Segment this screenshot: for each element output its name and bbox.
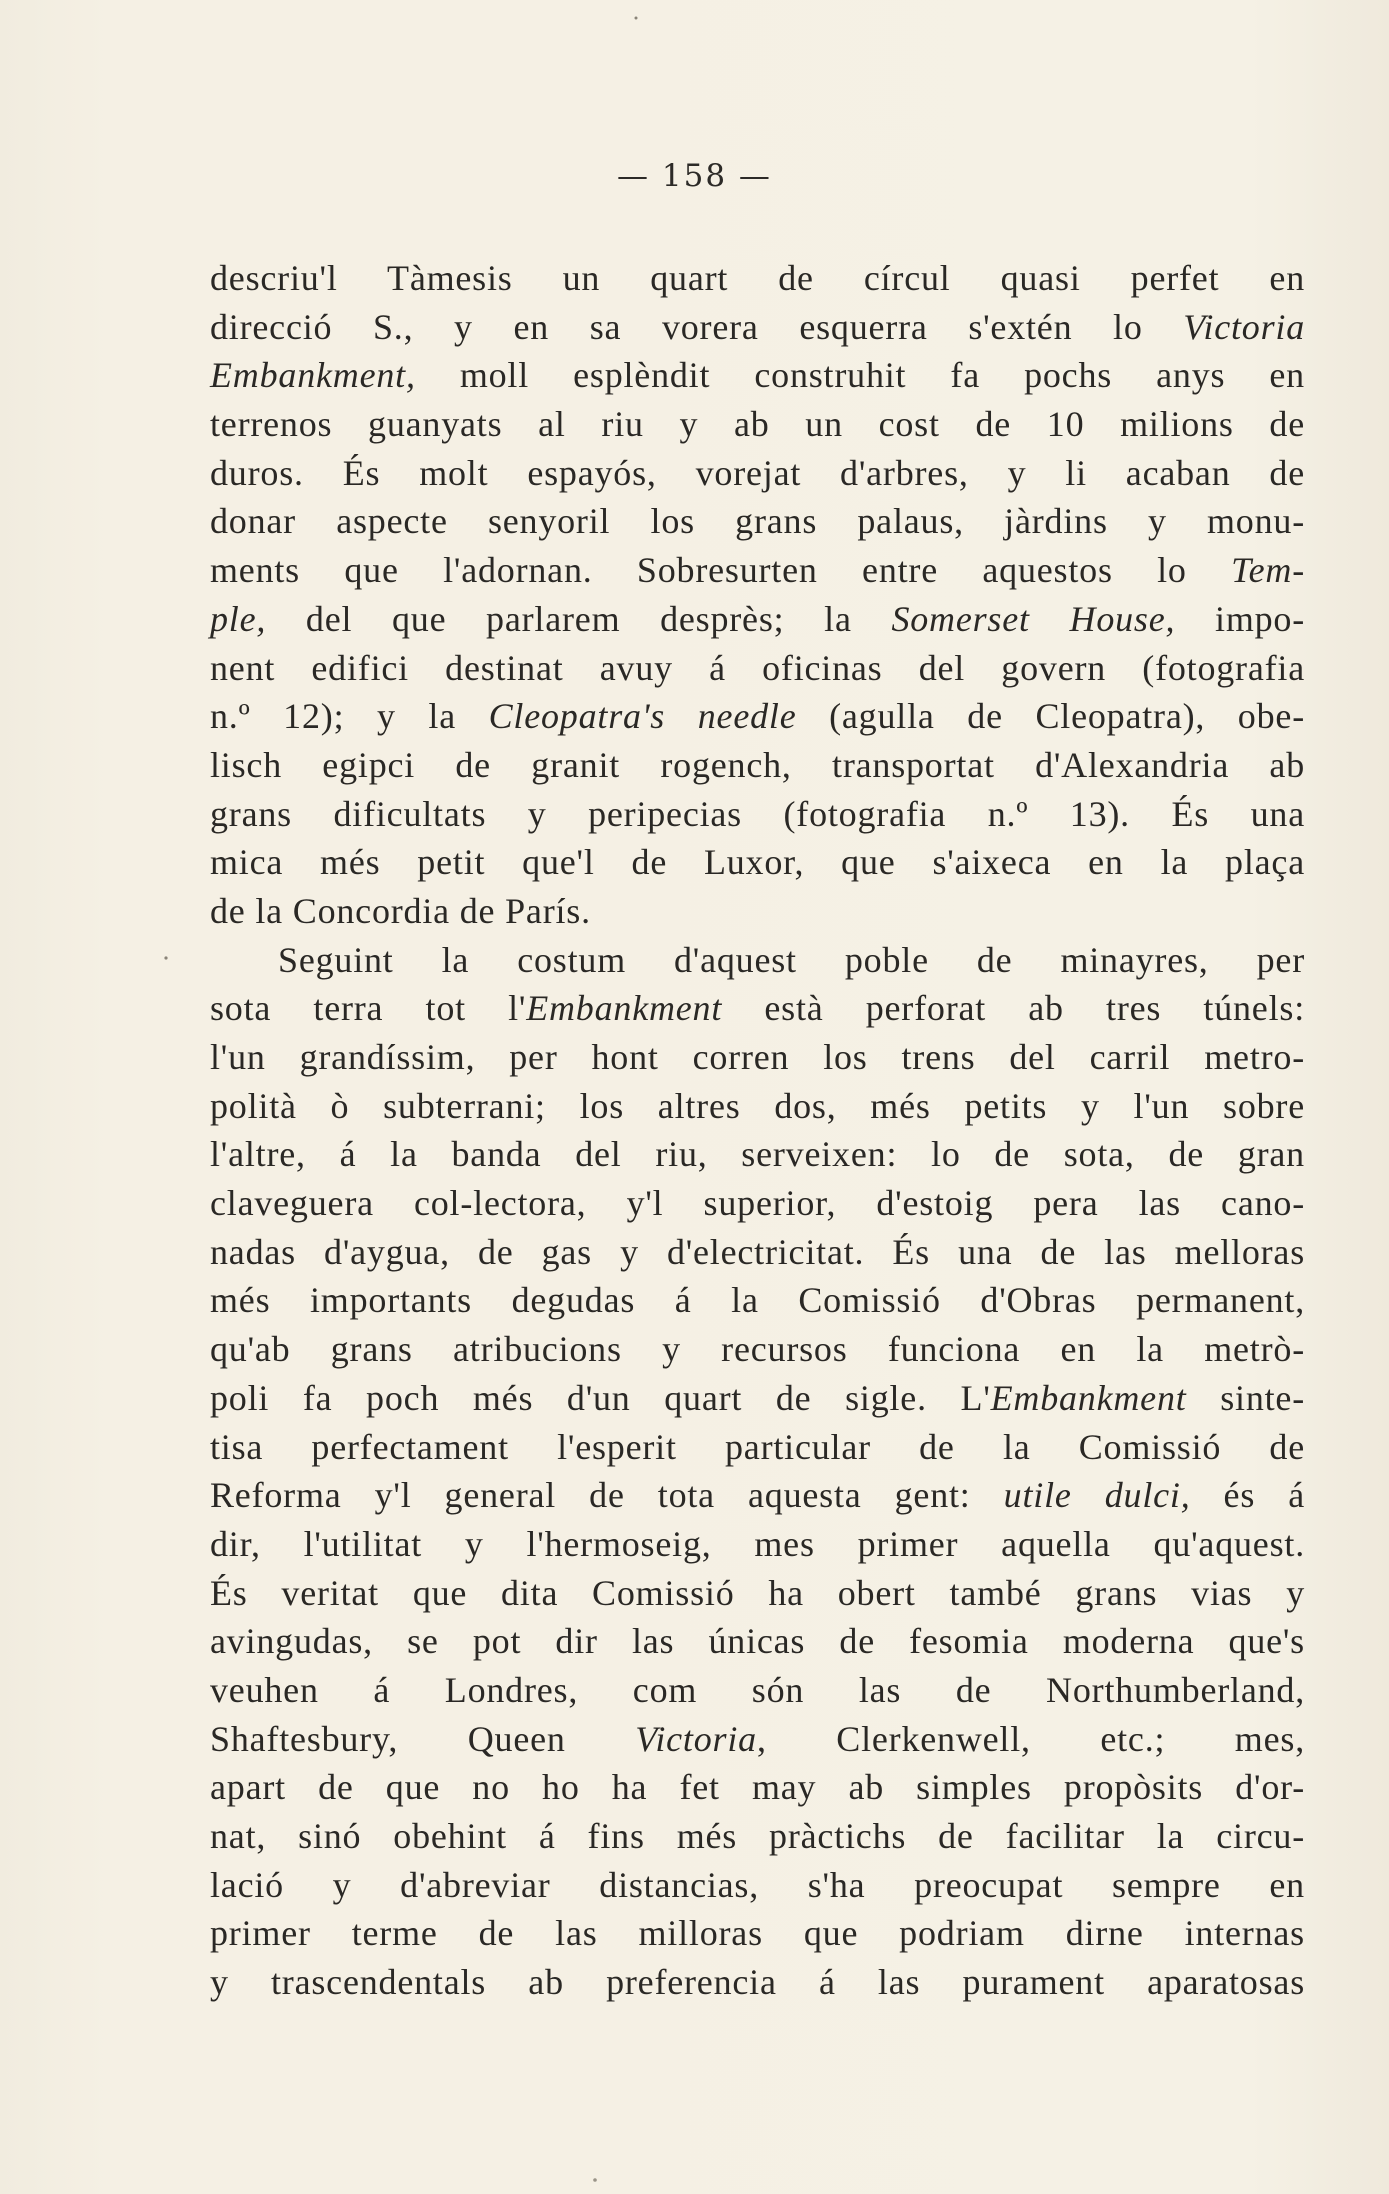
text-line: qu'ab grans atribucions y recursos funciona en la metrò-	[210, 1329, 1305, 1370]
text-line: nent edifici destinat avuy á oficinas del govern (fotografia	[210, 647, 1305, 688]
text-line: grans dificultats y peripecias (fotografia n.º 13). És una	[210, 793, 1305, 834]
text-line: direcció S., y en sa vorera esquerra s'extén lo Victoria	[210, 306, 1305, 347]
text-line: l'altre, á la banda del riu, serveixen: lo de sota, de gran	[210, 1134, 1305, 1175]
text-line: Embankment, moll esplèndit construhit fa pochs anys en	[210, 355, 1305, 396]
text-line: avingudas, se pot dir las únicas de fesomia moderna que's	[210, 1621, 1305, 1662]
text-line: y trascendentals ab preferencia á las purament aparatosas	[210, 1962, 1305, 2003]
text-line: descriu'l Tàmesis un quart de círcul quasi perfet en	[210, 258, 1305, 298]
text-line: És veritat que dita Comissió ha obert també grans vias y	[210, 1572, 1305, 1613]
ink-speck	[593, 2178, 597, 2182]
text-line: Reforma y'l general de tota aquesta gent: utile dulci, és á	[210, 1475, 1305, 1516]
text-line: lisch egipci de granit rogench, transportat d'Alexandria ab	[210, 744, 1305, 785]
text-line: ple, del que parlarem desprès; la Somerset House, impo-	[210, 598, 1306, 639]
text-line: donar aspecte senyoril los grans palaus, jàrdins y monu-	[210, 501, 1305, 542]
text-line: claveguera col-lectora, y'l superior, d'estoig pera las cano-	[210, 1183, 1305, 1224]
ink-speck	[635, 17, 638, 20]
text-line: lació y d'abreviar distancias, s'ha preocupat sempre en	[210, 1864, 1305, 1905]
text-line: Seguint la costum d'aquest poble de minayres, per	[278, 939, 1305, 980]
text-line: ments que l'adornan. Sobresurten entre aquestos lo Tem-	[210, 550, 1305, 591]
page-number: — 158 —	[617, 158, 772, 194]
text-line: dir, l'utilitat y l'hermoseig, mes primer aquella qu'aquest.	[210, 1523, 1305, 1564]
text-line: sota terra tot l'Embankment està perforat ab tres túnels:	[210, 988, 1305, 1029]
text-line: veuhen á Londres, com són las de Northumberland,	[210, 1669, 1305, 1710]
text-line: n.º 12); y la Cleopatra's needle (agulla de Cleopatra), obe-	[210, 696, 1305, 737]
text-line: Shaftesbury, Queen Victoria, Clerkenwell, etc.; mes,	[210, 1718, 1305, 1759]
text-line: primer terme de las milloras que podriam dirne internas	[210, 1913, 1305, 1954]
body-text	[210, 254, 1305, 2007]
text-line: duros. És molt espayós, vorejat d'arbres, y li acaban de	[210, 452, 1305, 493]
text-line: poli fa poch més d'un quart de sigle. L'Embankment sinte-	[210, 1377, 1305, 1418]
text-line: tisa perfectament l'esperit particular de la Comissió de	[210, 1426, 1305, 1467]
text-line: més importants degudas á la Comissió d'Obras permanent,	[210, 1280, 1305, 1321]
text-line: mica més petit que'l de Luxor, que s'aixeca en la plaça	[210, 842, 1305, 883]
text-line: nat, sinó obehint á fins més pràctichs de facilitar la circu-	[210, 1816, 1305, 1856]
text-line: l'un grandíssim, per hont corren los trens del carril metro-	[210, 1037, 1305, 1077]
text-line: terrenos guanyats al riu y ab un cost de 10 milions de	[210, 404, 1305, 445]
text-line: apart de que no ho ha fet may ab simples propòsits d'or-	[210, 1767, 1305, 1808]
text-line: de la Concordia de París.	[210, 890, 591, 931]
text-line: polità ò subterrani; los altres dos, més petits y l'un sobre	[210, 1085, 1305, 1126]
ink-speck	[164, 956, 167, 959]
text-line: nadas d'aygua, de gas y d'electricitat. És una de las melloras	[210, 1231, 1305, 1272]
